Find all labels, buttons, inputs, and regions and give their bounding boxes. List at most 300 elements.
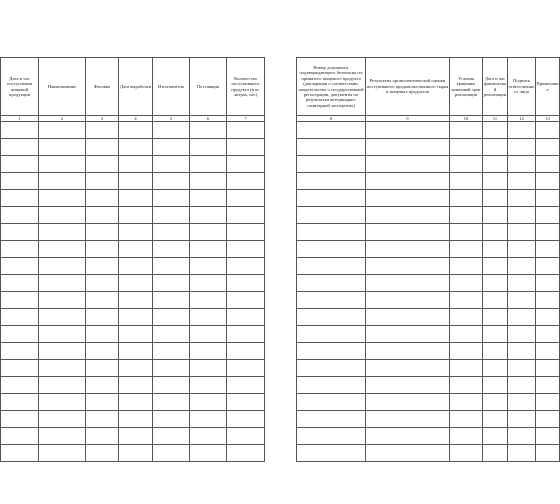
empty-cell xyxy=(1,190,39,207)
table-row xyxy=(1,207,265,224)
table-row xyxy=(297,190,560,207)
empty-cell xyxy=(39,190,86,207)
empty-cell xyxy=(119,207,153,224)
table-row xyxy=(297,207,560,224)
empty-cell xyxy=(366,156,450,173)
header-cell: Изготовитель xyxy=(153,58,190,116)
table-row xyxy=(1,360,265,377)
empty-cell xyxy=(366,428,450,445)
empty-cell xyxy=(366,394,450,411)
header-cell: Дата и час фактической реализации xyxy=(483,58,508,116)
empty-cell xyxy=(297,258,366,275)
empty-cell xyxy=(153,156,190,173)
table-row xyxy=(297,156,560,173)
empty-cell xyxy=(536,428,560,445)
empty-cell xyxy=(450,360,483,377)
empty-cell xyxy=(450,292,483,309)
header-cell: Примечание xyxy=(536,58,560,116)
table-row xyxy=(297,428,560,445)
empty-cell xyxy=(39,445,86,462)
column-number: 8 xyxy=(297,116,366,122)
table-row xyxy=(1,309,265,326)
empty-cell xyxy=(119,258,153,275)
empty-cell xyxy=(1,377,39,394)
table-body-right xyxy=(297,122,560,462)
empty-cell xyxy=(366,377,450,394)
empty-cell xyxy=(153,343,190,360)
empty-cell xyxy=(227,207,265,224)
empty-cell xyxy=(450,275,483,292)
empty-cell xyxy=(86,445,119,462)
empty-cell xyxy=(86,156,119,173)
table-row xyxy=(1,139,265,156)
empty-cell xyxy=(483,445,508,462)
empty-cell xyxy=(153,326,190,343)
empty-cell xyxy=(227,360,265,377)
empty-cell xyxy=(536,292,560,309)
table-row xyxy=(1,122,265,139)
empty-cell xyxy=(119,156,153,173)
empty-cell xyxy=(297,139,366,156)
empty-cell xyxy=(1,343,39,360)
empty-cell xyxy=(1,309,39,326)
empty-cell xyxy=(450,258,483,275)
empty-cell xyxy=(450,343,483,360)
empty-cell xyxy=(86,122,119,139)
empty-cell xyxy=(450,207,483,224)
empty-cell xyxy=(536,343,560,360)
table-row xyxy=(297,224,560,241)
table-row xyxy=(297,139,560,156)
header-cell: Дата выработки xyxy=(119,58,153,116)
empty-cell xyxy=(508,428,536,445)
empty-cell xyxy=(450,241,483,258)
empty-cell xyxy=(536,241,560,258)
empty-cell xyxy=(483,428,508,445)
empty-cell xyxy=(153,360,190,377)
header-cell: Фасовка xyxy=(86,58,119,116)
empty-cell xyxy=(483,241,508,258)
empty-cell xyxy=(483,377,508,394)
empty-cell xyxy=(508,309,536,326)
empty-cell xyxy=(86,275,119,292)
empty-cell xyxy=(297,207,366,224)
empty-cell xyxy=(153,275,190,292)
empty-cell xyxy=(86,343,119,360)
empty-cell xyxy=(450,445,483,462)
empty-cell xyxy=(190,258,227,275)
empty-cell xyxy=(508,377,536,394)
empty-cell xyxy=(297,326,366,343)
empty-cell xyxy=(483,326,508,343)
empty-cell xyxy=(366,275,450,292)
empty-cell xyxy=(119,139,153,156)
empty-cell xyxy=(227,173,265,190)
column-number: 2 xyxy=(39,116,86,122)
empty-cell xyxy=(450,173,483,190)
empty-cell xyxy=(227,139,265,156)
table-row xyxy=(297,292,560,309)
header-cell: Номер документа, подтверждающего безопасность принятого пищевого продукта (декларация о соответствии, свидетельство о государственной регистрации, документы по результатам ветеринарно-санитарной экспертизы) xyxy=(297,58,366,116)
table-row xyxy=(297,122,560,139)
empty-cell xyxy=(39,428,86,445)
header-cell: Наименование xyxy=(39,58,86,116)
empty-cell xyxy=(227,343,265,360)
empty-cell xyxy=(483,275,508,292)
empty-cell xyxy=(86,360,119,377)
empty-cell xyxy=(508,258,536,275)
empty-cell xyxy=(366,309,450,326)
column-number: 1 xyxy=(1,116,39,122)
empty-cell xyxy=(227,411,265,428)
empty-cell xyxy=(190,190,227,207)
empty-cell xyxy=(366,122,450,139)
column-number: 10 xyxy=(450,116,483,122)
table-row xyxy=(297,309,560,326)
table-row xyxy=(1,224,265,241)
empty-cell xyxy=(39,377,86,394)
empty-cell xyxy=(366,343,450,360)
empty-cell xyxy=(450,190,483,207)
empty-cell xyxy=(536,190,560,207)
empty-cell xyxy=(483,292,508,309)
empty-cell xyxy=(297,411,366,428)
empty-cell xyxy=(450,156,483,173)
empty-cell xyxy=(227,394,265,411)
table-row xyxy=(297,173,560,190)
empty-cell xyxy=(483,156,508,173)
empty-cell xyxy=(190,394,227,411)
header-row xyxy=(1,58,265,116)
empty-cell xyxy=(536,224,560,241)
column-number: 11 xyxy=(483,116,508,122)
empty-cell xyxy=(1,275,39,292)
empty-cell xyxy=(86,258,119,275)
empty-cell xyxy=(190,224,227,241)
empty-cell xyxy=(297,190,366,207)
empty-cell xyxy=(1,428,39,445)
empty-cell xyxy=(153,241,190,258)
table-row xyxy=(297,275,560,292)
empty-cell xyxy=(536,122,560,139)
empty-cell xyxy=(86,326,119,343)
journal-table-right xyxy=(296,57,560,462)
empty-cell xyxy=(450,139,483,156)
empty-cell xyxy=(190,326,227,343)
empty-cell xyxy=(227,428,265,445)
empty-cell xyxy=(483,190,508,207)
empty-cell xyxy=(119,275,153,292)
empty-cell xyxy=(1,360,39,377)
empty-cell xyxy=(227,241,265,258)
table-row xyxy=(297,326,560,343)
empty-cell xyxy=(483,139,508,156)
table-row xyxy=(1,292,265,309)
table-row xyxy=(297,411,560,428)
header-cell: Поставщик xyxy=(190,58,227,116)
empty-cell xyxy=(1,173,39,190)
empty-cell xyxy=(508,224,536,241)
empty-cell xyxy=(508,122,536,139)
empty-cell xyxy=(39,343,86,360)
empty-cell xyxy=(483,309,508,326)
empty-cell xyxy=(153,190,190,207)
header-cell: Количество поступившего продукта (в кг, литрах, шт.) xyxy=(227,58,265,116)
empty-cell xyxy=(508,275,536,292)
empty-cell xyxy=(227,275,265,292)
table-row xyxy=(297,394,560,411)
empty-cell xyxy=(190,445,227,462)
empty-cell xyxy=(297,343,366,360)
empty-cell xyxy=(227,122,265,139)
empty-cell xyxy=(39,173,86,190)
empty-cell xyxy=(119,173,153,190)
table-row xyxy=(1,275,265,292)
empty-cell xyxy=(39,139,86,156)
empty-cell xyxy=(119,224,153,241)
empty-cell xyxy=(190,377,227,394)
empty-cell xyxy=(1,326,39,343)
empty-cell xyxy=(483,122,508,139)
empty-cell xyxy=(86,207,119,224)
empty-cell xyxy=(86,173,119,190)
empty-cell xyxy=(366,292,450,309)
empty-cell xyxy=(119,394,153,411)
table-body-left xyxy=(1,122,265,462)
empty-cell xyxy=(297,156,366,173)
empty-cell xyxy=(297,241,366,258)
empty-cell xyxy=(86,241,119,258)
empty-cell xyxy=(190,309,227,326)
empty-cell xyxy=(508,394,536,411)
empty-cell xyxy=(86,224,119,241)
empty-cell xyxy=(536,411,560,428)
empty-cell xyxy=(153,258,190,275)
empty-cell xyxy=(297,122,366,139)
empty-cell xyxy=(483,258,508,275)
table-row xyxy=(297,360,560,377)
table-row xyxy=(1,428,265,445)
empty-cell xyxy=(508,173,536,190)
empty-cell xyxy=(1,122,39,139)
empty-cell xyxy=(153,122,190,139)
empty-cell xyxy=(227,377,265,394)
empty-cell xyxy=(153,292,190,309)
empty-cell xyxy=(508,326,536,343)
empty-cell xyxy=(227,258,265,275)
header-cell: Условия хранения, конечный срок реализации xyxy=(450,58,483,116)
empty-cell xyxy=(153,445,190,462)
empty-cell xyxy=(366,411,450,428)
empty-cell xyxy=(119,241,153,258)
table-row xyxy=(1,326,265,343)
empty-cell xyxy=(39,394,86,411)
table-row xyxy=(1,343,265,360)
empty-cell xyxy=(1,139,39,156)
empty-cell xyxy=(1,394,39,411)
empty-cell xyxy=(1,445,39,462)
empty-cell xyxy=(39,156,86,173)
empty-cell xyxy=(483,360,508,377)
empty-cell xyxy=(297,394,366,411)
empty-cell xyxy=(190,360,227,377)
empty-cell xyxy=(119,326,153,343)
empty-cell xyxy=(366,139,450,156)
empty-cell xyxy=(450,428,483,445)
empty-cell xyxy=(508,411,536,428)
column-number: 4 xyxy=(119,116,153,122)
empty-cell xyxy=(1,224,39,241)
empty-cell xyxy=(153,428,190,445)
empty-cell xyxy=(190,122,227,139)
empty-cell xyxy=(153,394,190,411)
table-row xyxy=(297,377,560,394)
empty-cell xyxy=(536,258,560,275)
empty-cell xyxy=(153,207,190,224)
column-number: 5 xyxy=(153,116,190,122)
empty-cell xyxy=(153,224,190,241)
empty-cell xyxy=(227,224,265,241)
empty-cell xyxy=(297,360,366,377)
empty-cell xyxy=(297,173,366,190)
empty-cell xyxy=(119,360,153,377)
empty-cell xyxy=(483,173,508,190)
empty-cell xyxy=(483,394,508,411)
column-number: 9 xyxy=(366,116,450,122)
empty-cell xyxy=(39,309,86,326)
empty-cell xyxy=(227,445,265,462)
empty-cell xyxy=(297,377,366,394)
empty-cell xyxy=(1,241,39,258)
empty-cell xyxy=(190,275,227,292)
empty-cell xyxy=(1,411,39,428)
empty-cell xyxy=(190,156,227,173)
empty-cell xyxy=(39,241,86,258)
empty-cell xyxy=(483,411,508,428)
empty-cell xyxy=(227,326,265,343)
empty-cell xyxy=(86,292,119,309)
empty-cell xyxy=(450,122,483,139)
empty-cell xyxy=(86,411,119,428)
table-row xyxy=(1,190,265,207)
header-row xyxy=(297,58,560,116)
empty-cell xyxy=(119,190,153,207)
empty-cell xyxy=(190,343,227,360)
table-row xyxy=(1,258,265,275)
empty-cell xyxy=(508,156,536,173)
empty-cell xyxy=(119,411,153,428)
empty-cell xyxy=(86,190,119,207)
column-number: 3 xyxy=(86,116,119,122)
empty-cell xyxy=(227,292,265,309)
empty-cell xyxy=(536,173,560,190)
header-cell: Подпись ответственного лица xyxy=(508,58,536,116)
empty-cell xyxy=(450,309,483,326)
empty-cell xyxy=(190,139,227,156)
column-number: 6 xyxy=(190,116,227,122)
table-row xyxy=(1,241,265,258)
empty-cell xyxy=(536,275,560,292)
empty-cell xyxy=(86,309,119,326)
empty-cell xyxy=(119,377,153,394)
empty-cell xyxy=(366,224,450,241)
table-row xyxy=(297,343,560,360)
empty-cell xyxy=(366,190,450,207)
empty-cell xyxy=(86,428,119,445)
empty-cell xyxy=(536,139,560,156)
empty-cell xyxy=(508,292,536,309)
empty-cell xyxy=(153,411,190,428)
empty-cell xyxy=(508,445,536,462)
empty-cell xyxy=(483,224,508,241)
empty-cell xyxy=(227,156,265,173)
journal-table-left xyxy=(0,57,265,462)
empty-cell xyxy=(536,445,560,462)
empty-cell xyxy=(297,275,366,292)
empty-cell xyxy=(119,343,153,360)
table-row xyxy=(1,411,265,428)
empty-cell xyxy=(450,394,483,411)
empty-cell xyxy=(39,292,86,309)
empty-cell xyxy=(153,173,190,190)
empty-cell xyxy=(297,445,366,462)
empty-cell xyxy=(366,241,450,258)
column-number: 13 xyxy=(536,116,560,122)
empty-cell xyxy=(536,156,560,173)
empty-cell xyxy=(297,224,366,241)
empty-cell xyxy=(190,411,227,428)
empty-cell xyxy=(39,258,86,275)
empty-cell xyxy=(227,309,265,326)
column-number: 7 xyxy=(227,116,265,122)
empty-cell xyxy=(39,122,86,139)
empty-cell xyxy=(190,173,227,190)
empty-cell xyxy=(508,190,536,207)
empty-cell xyxy=(119,122,153,139)
table-row xyxy=(297,445,560,462)
empty-cell xyxy=(508,360,536,377)
empty-cell xyxy=(39,224,86,241)
empty-cell xyxy=(483,343,508,360)
header-cell: Результаты органолептической оценки поступившего продовольственного сырья и пищевых продуктов xyxy=(366,58,450,116)
table-row xyxy=(297,241,560,258)
empty-cell xyxy=(508,343,536,360)
empty-cell xyxy=(536,377,560,394)
journal-page-right xyxy=(296,57,559,462)
empty-cell xyxy=(119,445,153,462)
empty-cell xyxy=(153,377,190,394)
empty-cell xyxy=(297,309,366,326)
empty-cell xyxy=(39,360,86,377)
empty-cell xyxy=(450,326,483,343)
empty-cell xyxy=(508,139,536,156)
empty-cell xyxy=(536,309,560,326)
empty-cell xyxy=(508,241,536,258)
empty-cell xyxy=(39,275,86,292)
empty-cell xyxy=(297,428,366,445)
empty-cell xyxy=(153,139,190,156)
empty-cell xyxy=(153,309,190,326)
empty-cell xyxy=(1,207,39,224)
empty-cell xyxy=(536,326,560,343)
empty-cell xyxy=(450,411,483,428)
empty-cell xyxy=(86,394,119,411)
table-row xyxy=(1,394,265,411)
empty-cell xyxy=(536,394,560,411)
empty-cell xyxy=(39,207,86,224)
empty-cell xyxy=(508,207,536,224)
empty-cell xyxy=(366,360,450,377)
